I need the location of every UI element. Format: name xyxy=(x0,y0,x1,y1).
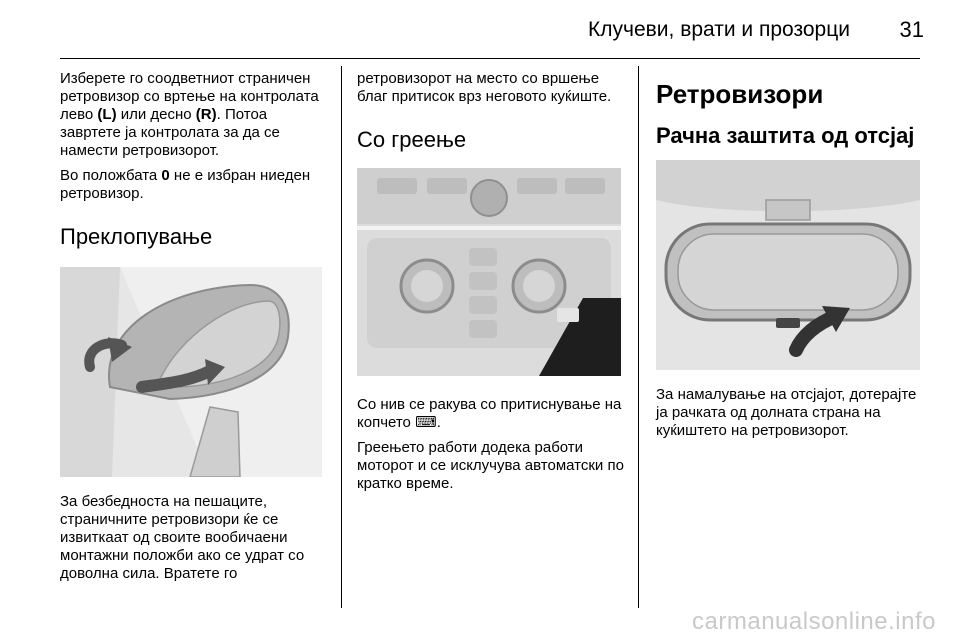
continuation-paragraph: ретровизорот на место со вршење благ притисок врз неговото куќиште. xyxy=(357,70,612,105)
safety-paragraph: За безбедноста на пешаците, страничните ретровизори ќе се извиткаат од своите вообичаени монтажни положби ако се удрат со доволна сила. Вратете го xyxy=(60,493,305,582)
anti-glare-mirror-illustration xyxy=(656,160,920,370)
watermark: carmanualsonline.info xyxy=(692,608,936,635)
page-header-title: Клучеви, врати и прозорци xyxy=(588,18,850,41)
heated-mirror-button-illustration xyxy=(357,168,621,376)
section-title: Ретровизори xyxy=(656,79,824,109)
heated-duration-paragraph: Греењето работи додека работи моторот и се исклучува автоматски по кратко време. xyxy=(357,439,624,492)
column-3 xyxy=(656,70,924,447)
heated-heading: Со греење xyxy=(357,127,467,152)
intro-paragraph: Изберете го соодветниот страничен ретровизор со вртење на контролата лево (L) или десно (R). Потоа завртете ја контролата за да се намести ретровизорот. xyxy=(60,70,319,159)
heated-mirror-button-icon: ⌨ xyxy=(415,414,437,431)
position-zero-paragraph: Во положбата 0 не е избран ниеден ретровизор. xyxy=(60,167,311,202)
right-key-label: (R) xyxy=(195,106,217,123)
left-key-label: (L) xyxy=(97,106,117,123)
column-1 xyxy=(60,70,330,590)
heated-button-paragraph: Со нив се ракува со притиснување на копчето ⌨. xyxy=(357,396,622,431)
column-2 xyxy=(357,70,625,500)
folding-mirror-illustration xyxy=(60,267,322,477)
anti-glare-paragraph: За намалување на отсјајот, дотерајте ја рачката од долната страна на куќиштето на ретровизорот. xyxy=(656,386,917,439)
position-zero-label: 0 xyxy=(161,167,170,184)
column-divider-2 xyxy=(638,66,639,608)
page-number: 31 xyxy=(899,17,924,42)
header-rule xyxy=(60,58,920,59)
anti-glare-heading: Рачна заштита од отсјај xyxy=(656,123,915,148)
folding-heading: Преклопување xyxy=(60,224,213,249)
column-divider-1 xyxy=(341,66,342,608)
